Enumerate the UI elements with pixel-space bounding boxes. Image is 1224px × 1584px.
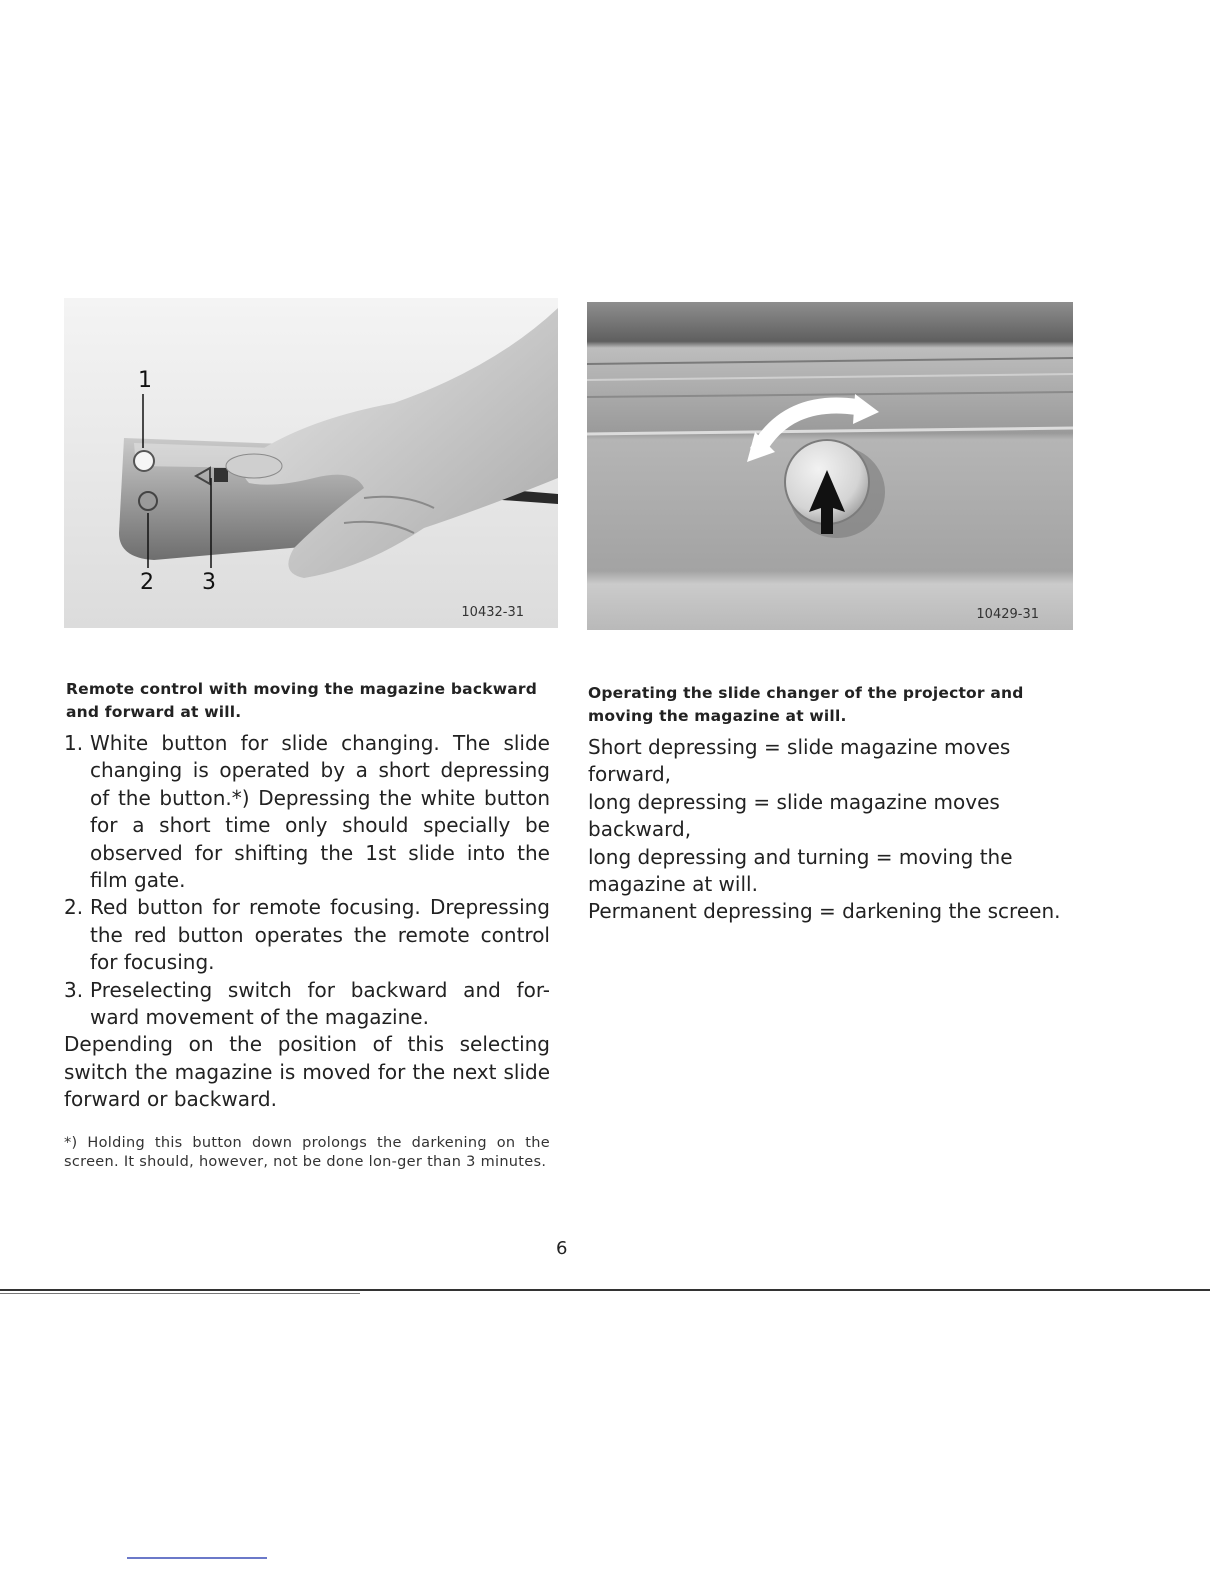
body-paragraph: Depending on the position of this selecting switch the magazine is moved for the next slide forward or backward.: [64, 1032, 550, 1112]
list-item-number: 3.: [64, 977, 84, 1002]
instruction-line: long depressing = slide magazine moves backward,: [588, 789, 1000, 842]
list-item: [64, 894, 550, 976]
bottom-rule: [0, 1289, 1210, 1291]
list-item: [64, 730, 550, 894]
remote-control-hand-photo-icon: [64, 298, 558, 628]
list-item-number: 1.: [64, 731, 84, 755]
caption-right: Operating the slide changer of the projector and moving the magazine at will.: [588, 684, 1024, 725]
figure-code-left: 10432-31: [461, 605, 524, 620]
footnote: *) Holding this button down prolongs the darkening on the screen. It should, however, not be done lon-ger than 3 minutes.: [64, 1134, 550, 1170]
instruction-line: Permanent depressing = darkening the screen.: [588, 899, 1061, 924]
callout-3: 3: [202, 570, 216, 595]
list-item-text: Preselecting switch for backward and for-ward movement of the magazine.: [90, 977, 550, 1030]
instruction-line: Short depressing = slide magazine moves forward,: [588, 735, 1011, 787]
remote-control-photo: [64, 298, 558, 628]
instruction-line: long depressing and turning = moving the magazine at will.: [588, 844, 1013, 897]
page-number: 6: [556, 1238, 568, 1259]
caption-left: Remote control with moving the magazine backward and forward at will.: [66, 680, 538, 721]
bottom-rule-secondary: [0, 1293, 360, 1294]
slide-changer-knob-photo-icon: [587, 302, 1073, 630]
numbered-list: [64, 730, 550, 1031]
list-item-text: Red button for remote focusing. Drepressing the red button operates the remote control for focusing.: [90, 895, 550, 975]
slide-changer-photo: [587, 302, 1073, 630]
list-item-text: White button for slide changing. The slide changing is operated by a short depressing of the button.*) Depressing the white button for a short time only should specially be observed for shifting the 1st slide into the film gate.: [90, 731, 550, 893]
list-item-number: 2.: [64, 895, 84, 920]
figure-code-right: 10429-31: [976, 607, 1039, 622]
list-item: [64, 977, 550, 1032]
left-column: [64, 730, 550, 1186]
scan-edge-line: [127, 1557, 267, 1559]
callout-1: 1: [138, 368, 152, 393]
callout-2: 2: [140, 570, 154, 595]
right-column: [588, 734, 1068, 926]
